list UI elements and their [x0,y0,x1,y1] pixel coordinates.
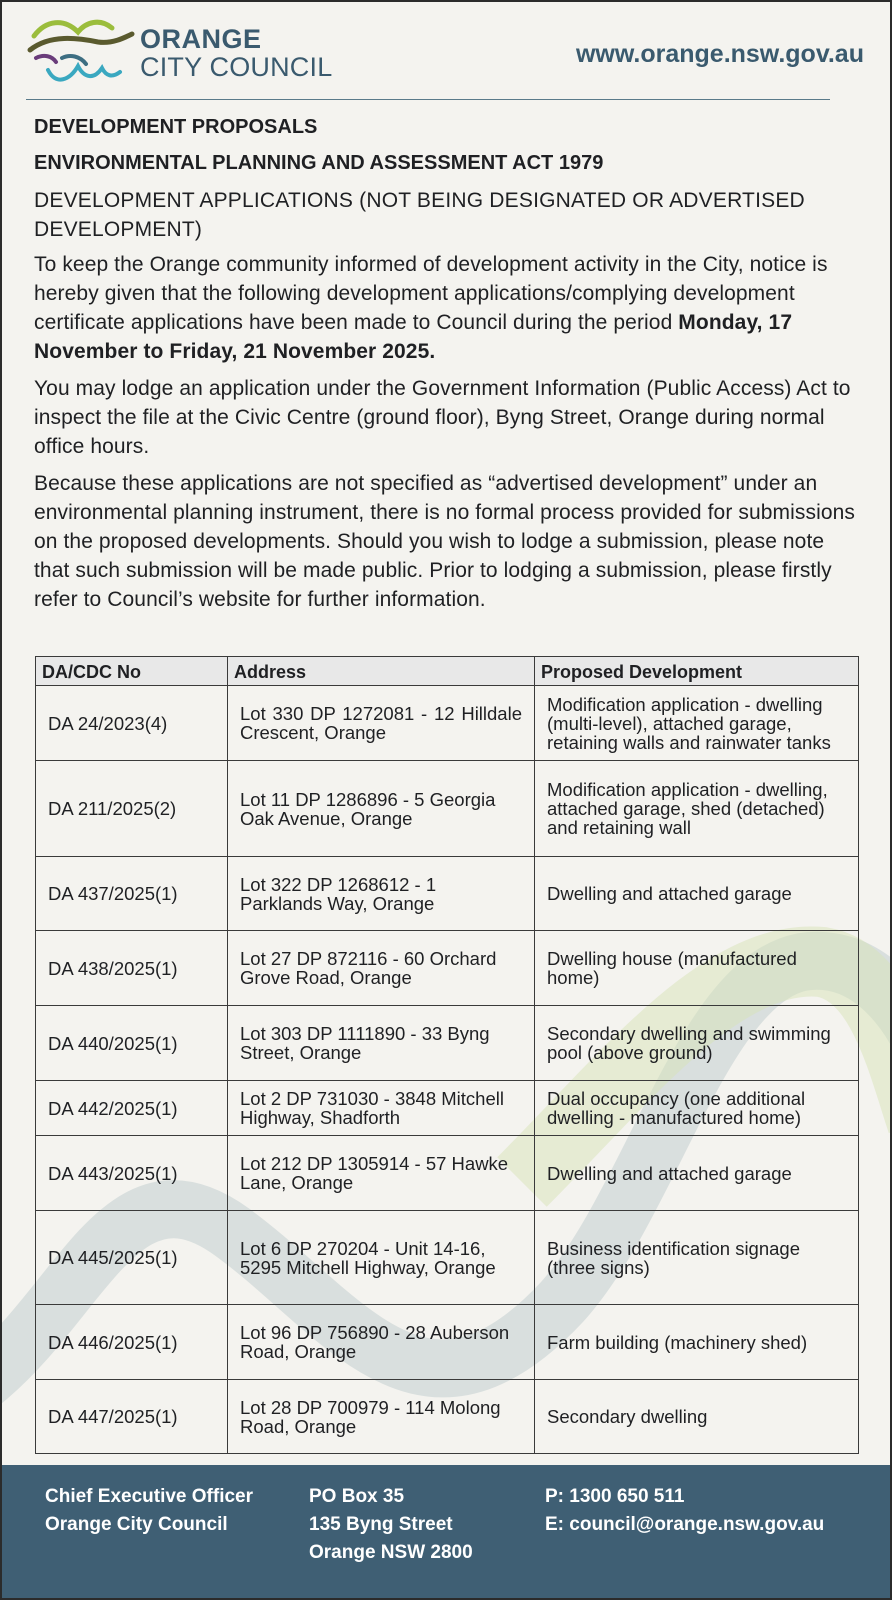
proposed-development: Farm building (machinery shed) [535,1305,859,1380]
proposed-development: Dwelling and attached garage [535,1136,859,1211]
address: Lot 212 DP 1305914 - 57 Hawke Lane, Orange [228,1136,535,1211]
proposed-development: Business identification signage (three signs) [535,1211,859,1305]
heading-applications: DEVELOPMENT APPLICATIONS (NOT BEING DESIGNATED OR ADVERTISED DEVELOPMENT) [34,189,805,241]
column-header-number: DA/CDC No [36,657,228,686]
footer-ceo-title: Chief Executive Officer [45,1486,254,1507]
heading-act: ENVIRONMENTAL PLANNING AND ASSESSMENT ACT 1979 [34,152,604,174]
contact-footer [2,1465,890,1598]
notice-period: Monday, 17 November to Friday, 21 November 2025. [34,311,793,363]
orange-city-council-logo [26,14,356,98]
proposed-development: Dwelling and attached garage [535,857,859,931]
address: Lot 11 DP 1286896 - 5 Georgia Oak Avenue, Orange [228,761,535,857]
da-number: DA 438/2025(1) [36,931,228,1006]
table-row [36,761,859,857]
footer-contact-name [45,1483,253,1539]
footer-po-box: PO Box 35 [309,1486,405,1507]
logo-text-city-council: CITY COUNCIL [140,52,333,82]
proposed-development: Modification application - dwelling, attached garage, shed (detached) and retaining wall [535,761,859,857]
address: Lot 330 DP 1272081 - 12 Hilldale Crescent, Orange [228,686,535,761]
address: Lot 322 DP 1268612 - 1 Parklands Way, Orange [228,857,535,931]
da-number: DA 446/2025(1) [36,1305,228,1380]
proposed-development: Dual occupancy (one additional dwelling - manufactured home) [535,1081,859,1136]
table-row [36,931,859,1006]
paragraph-notice [34,250,864,366]
header-divider [26,99,830,100]
da-number: DA 442/2025(1) [36,1081,228,1136]
da-number: DA 443/2025(1) [36,1136,228,1211]
footer-phone[interactable]: P: 1300 650 511 [545,1486,685,1507]
table-row [36,1136,859,1211]
heading-development-proposals: DEVELOPMENT PROPOSALS [34,116,318,138]
da-number: DA 440/2025(1) [36,1006,228,1081]
footer-phone-email [545,1483,824,1539]
da-number: DA 24/2023(4) [36,686,228,761]
address: Lot 2 DP 731030 - 3848 Mitchell Highway, Shadforth [228,1081,535,1136]
da-number: DA 447/2025(1) [36,1380,228,1454]
da-number: DA 445/2025(1) [36,1211,228,1305]
website-link[interactable]: www.orange.nsw.gov.au [575,40,864,68]
table-row [36,857,859,931]
paragraph-access: You may lodge an application under the Government Information (Public Access) Act to inspect the file at the Civic Centre (ground floor), Byng Street, Orange during normal office hours. [34,377,851,458]
proposed-development: Secondary dwelling and swimming pool (above ground) [535,1006,859,1081]
logo-mark-icon [26,14,136,98]
table-row [36,1380,859,1454]
footer-council-name: Orange City Council [45,1514,228,1535]
address: Lot 303 DP 1111890 - 33 Byng Street, Orange [228,1006,535,1081]
paragraph-notice-text: To keep the Orange community informed of development activity in the City, notice is hereby given that the following development applications/complying development certificate applications have been made to Council during the period [34,253,828,334]
proposed-development: Modification application - dwelling (multi-level), attached garage, retaining walls and rainwater tanks [535,686,859,761]
footer-postal-address [309,1483,473,1567]
address: Lot 27 DP 872116 - 60 Orchard Grove Road, Orange [228,931,535,1006]
table-row [36,1081,859,1136]
column-header-address: Address [228,657,535,686]
header [2,2,890,102]
table-row [36,1211,859,1305]
table-row [36,1006,859,1081]
table-header-row [36,657,859,686]
address: Lot 28 DP 700979 - 114 Molong Road, Orange [228,1380,535,1454]
footer-street: 135 Byng Street [309,1514,453,1535]
applications-table [35,656,859,1454]
column-header-development: Proposed Development [535,657,859,686]
address: Lot 96 DP 756890 - 28 Auberson Road, Orange [228,1305,535,1380]
footer-suburb: Orange NSW 2800 [309,1542,473,1563]
table-row [36,1305,859,1380]
address: Lot 6 DP 270204 - Unit 14-16, 5295 Mitchell Highway, Orange [228,1211,535,1305]
logo-text-orange: ORANGE [140,24,262,54]
proposed-development: Secondary dwelling [535,1380,859,1454]
table-row [36,686,859,761]
notice-body [2,102,890,614]
footer-email[interactable]: E: council@orange.nsw.gov.au [545,1514,825,1535]
paragraph-submissions: Because these applications are not specified as “advertised development” under an environmental planning instrument, there is no formal process provided for submissions on the proposed developments. Should you wish to lodge a submission, please note that such submission will be made public. Prior to lodging a submission, please firstly refer to Council’s website for further information. [34,472,855,611]
da-number: DA 211/2025(2) [36,761,228,857]
da-number: DA 437/2025(1) [36,857,228,931]
proposed-development: Dwelling house (manufactured home) [535,931,859,1006]
